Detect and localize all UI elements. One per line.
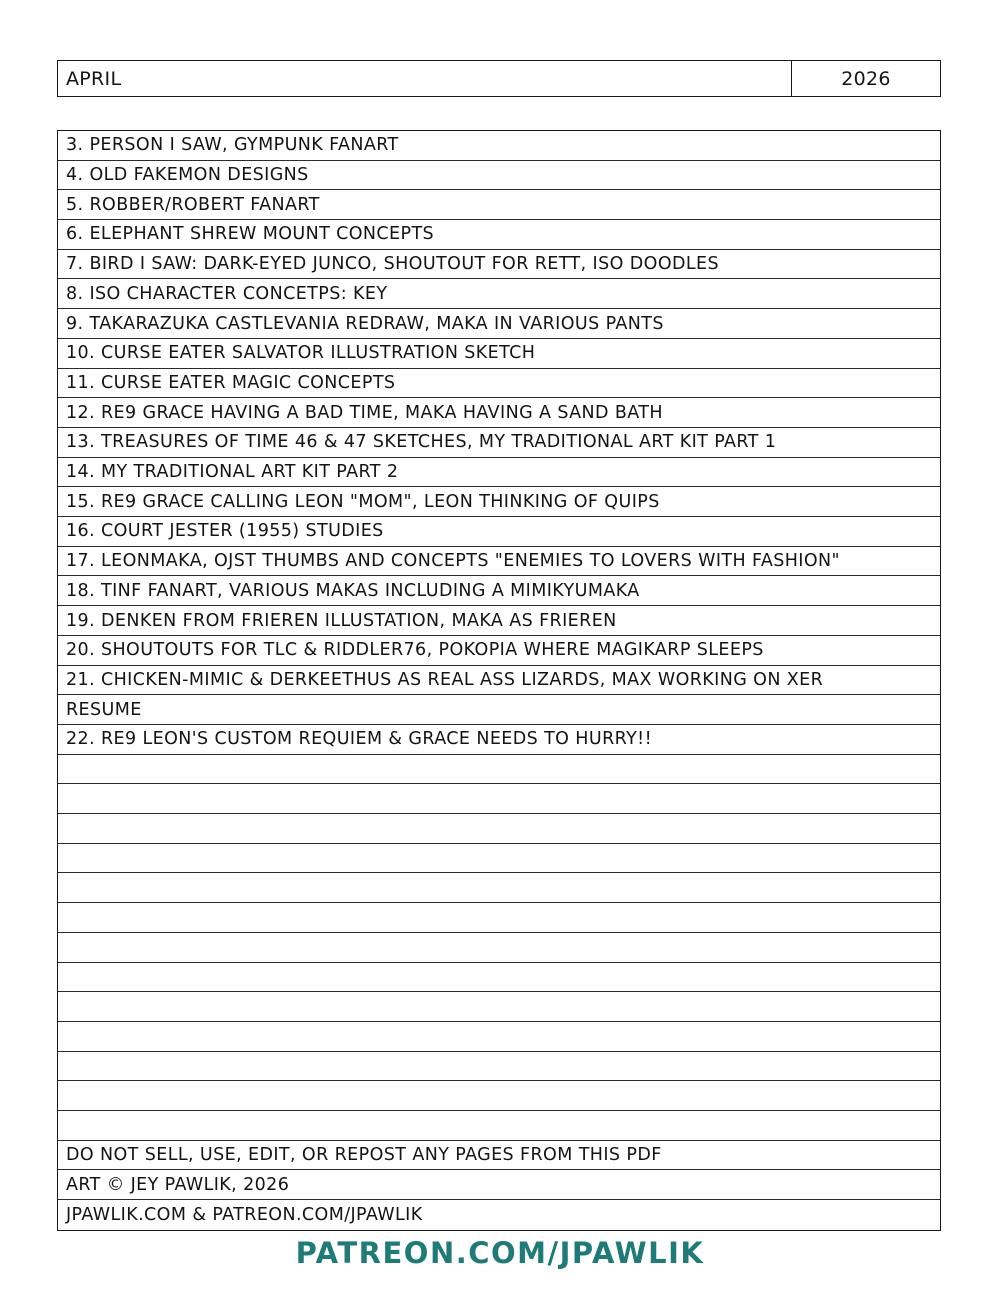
list-item: 22. RE9 LEON'S CUSTOM REQUIEM & GRACE NEEDS TO HURRY!! (58, 725, 940, 755)
list-item: 9. TAKARAZUKA CASTLEVANIA REDRAW, MAKA IN VARIOUS PANTS (58, 309, 940, 339)
list-item: 21. CHICKEN-MIMIC & DERKEETHUS AS REAL ASS LIZARDS, MAX WORKING ON XER (58, 666, 940, 696)
list-item: 11. CURSE EATER MAGIC CONCEPTS (58, 369, 940, 399)
list-item: 6. ELEPHANT SHREW MOUNT CONCEPTS (58, 220, 940, 250)
footer-note: ART © JEY PAWLIK, 2026 (58, 1171, 940, 1201)
empty-line (58, 992, 940, 1022)
empty-line (58, 755, 940, 785)
list-item: 12. RE9 GRACE HAVING A BAD TIME, MAKA HAVING A SAND BATH (58, 398, 940, 428)
list-item: 8. ISO CHARACTER CONCETPS: KEY (58, 280, 940, 310)
year-label: 2026 (841, 67, 891, 90)
list-item: 13. TREASURES OF TIME 46 & 47 SKETCHES, MY TRADITIONAL ART KIT PART 1 (58, 428, 940, 458)
empty-line (58, 874, 940, 904)
list-item: RESUME (58, 695, 940, 725)
list-item: 4. OLD FAKEMON DESIGNS (58, 161, 940, 191)
list-item: 19. DENKEN FROM FRIEREN ILLUSTATION, MAKA AS FRIEREN (58, 606, 940, 636)
empty-line (58, 784, 940, 814)
empty-line (58, 844, 940, 874)
list-item: 15. RE9 GRACE CALLING LEON "MOM", LEON THINKING OF QUIPS (58, 487, 940, 517)
empty-line (58, 814, 940, 844)
list-item: 10. CURSE EATER SALVATOR ILLUSTRATION SKETCH (58, 339, 940, 369)
month-label: APRIL (58, 61, 792, 96)
list-item: 14. MY TRADITIONAL ART KIT PART 2 (58, 458, 940, 488)
empty-line (58, 1052, 940, 1082)
list-item: 5. ROBBER/ROBERT FANART (58, 190, 940, 220)
footer-note: JPAWLIK.COM & PATREON.COM/JPAWLIK (66, 1205, 423, 1226)
empty-line (58, 1111, 940, 1141)
list-item: 7. BIRD I SAW: DARK-EYED JUNCO, SHOUTOUT FOR RETT, ISO DOODLES (58, 250, 940, 280)
list-item: 18. TINF FANART, VARIOUS MAKAS INCLUDING A MIMIKYUMAKA (58, 577, 940, 607)
list-item: 17. LEONMAKA, OJST THUMBS AND CONCEPTS "ENEMIES TO LOVERS WITH FASHION" (58, 547, 940, 577)
patreon-link[interactable]: PATREON.COM/JPAWLIK (295, 1236, 705, 1270)
header-table (57, 60, 941, 97)
footer-note: DO NOT SELL, USE, EDIT, OR REPOST ANY PAGES FROM THIS PDF (58, 1141, 940, 1171)
entries-table (57, 130, 941, 1231)
list-item: 20. SHOUTOUTS FOR TLC & RIDDLER76, POKOPIA WHERE MAGIKARP SLEEPS (58, 636, 940, 666)
list-item: 16. COURT JESTER (1955) STUDIES (58, 517, 940, 547)
list-item: 3. PERSON I SAW, GYMPUNK FANART (58, 131, 940, 161)
empty-line (58, 1081, 940, 1111)
empty-line (58, 903, 940, 933)
empty-line (58, 1022, 940, 1052)
empty-line (58, 933, 940, 963)
empty-line (58, 963, 940, 993)
